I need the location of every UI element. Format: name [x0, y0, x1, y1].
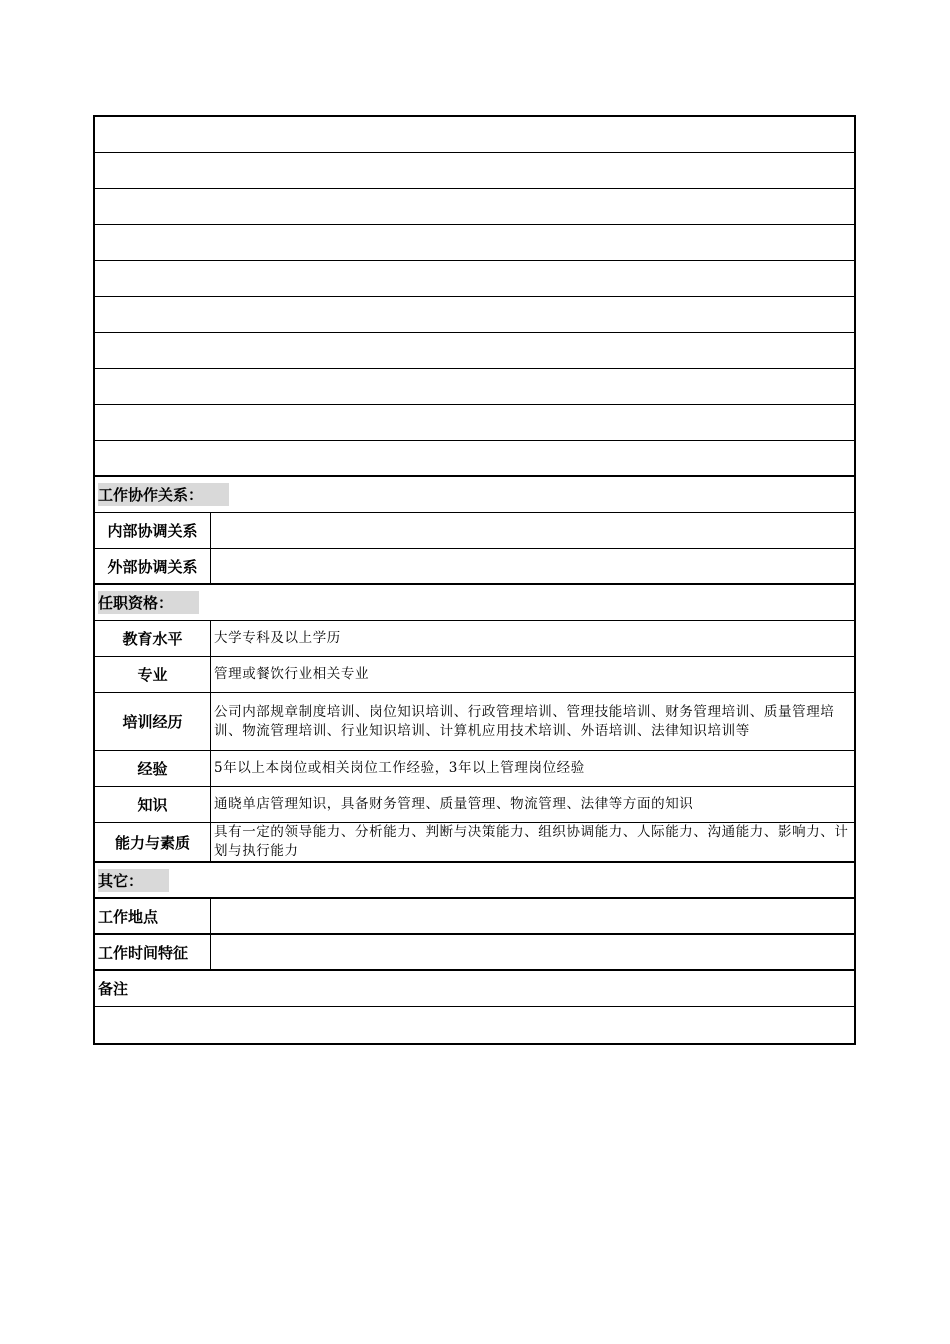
blank-row [95, 225, 854, 261]
education-value: 大学专科及以上学历 [214, 630, 341, 646]
blank-row [95, 369, 854, 405]
remarks-value [95, 1007, 854, 1043]
work-time-value [211, 935, 854, 969]
blank-row [95, 261, 854, 297]
row-internal-coordination [95, 513, 854, 549]
row-training [95, 693, 854, 751]
education-label: 教育水平 [95, 621, 211, 656]
blank-row [95, 405, 854, 441]
section-qualifications [95, 585, 854, 621]
section-title: 其它： [98, 869, 169, 892]
experience-label: 经验 [95, 751, 211, 786]
row-work-time [95, 935, 854, 971]
section-title: 任职资格： [98, 591, 199, 614]
row-work-location [95, 899, 854, 935]
training-label: 培训经历 [95, 693, 211, 750]
section-remarks [95, 971, 854, 1007]
section-other [95, 863, 854, 899]
row-external-coordination [95, 549, 854, 585]
work-location-value [211, 899, 854, 933]
work-location-label: 工作地点 [95, 899, 211, 933]
training-value: 公司内部规章制度培训、岗位知识培训、行政管理培训、管理技能培训、财务管理培训、质量管理培训、物流管理培训、行业知识培训、计算机应用技术培训、外语培训、法律知识培训等 [214, 703, 835, 739]
row-major [95, 657, 854, 693]
knowledge-value: 通晓单店管理知识，具备财务管理、质量管理、物流管理、法律等方面的知识 [214, 796, 694, 812]
blank-row [95, 441, 854, 477]
experience-value: 5年以上本岗位或相关岗位工作经验，3年以上管理岗位经验 [214, 760, 585, 776]
internal-coordination-value [211, 513, 854, 548]
major-value: 管理或餐饮行业相关专业 [214, 666, 370, 682]
section-title: 备注 [98, 980, 129, 998]
row-remarks-content [95, 1007, 854, 1043]
ability-value: 具有一定的领导能力、分析能力、判断与决策能力、组织协调能力、人际能力、沟通能力、影响力、计划与执行能力 [214, 824, 849, 859]
job-description-form [93, 115, 856, 1045]
ability-label: 能力与素质 [95, 823, 211, 861]
major-label: 专业 [95, 657, 211, 692]
external-coordination-label: 外部协调关系 [95, 549, 211, 583]
blank-row [95, 153, 854, 189]
row-knowledge [95, 787, 854, 823]
blank-row [95, 117, 854, 153]
blank-row [95, 333, 854, 369]
knowledge-label: 知识 [95, 787, 211, 822]
section-title: 工作协作关系： [98, 483, 229, 506]
external-coordination-value [211, 549, 854, 583]
section-cooperation [95, 477, 854, 513]
row-experience [95, 751, 854, 787]
row-education [95, 621, 854, 657]
blank-row [95, 297, 854, 333]
work-time-label: 工作时间特征 [95, 935, 211, 969]
internal-coordination-label: 内部协调关系 [95, 513, 211, 548]
blank-row [95, 189, 854, 225]
row-ability [95, 823, 854, 863]
